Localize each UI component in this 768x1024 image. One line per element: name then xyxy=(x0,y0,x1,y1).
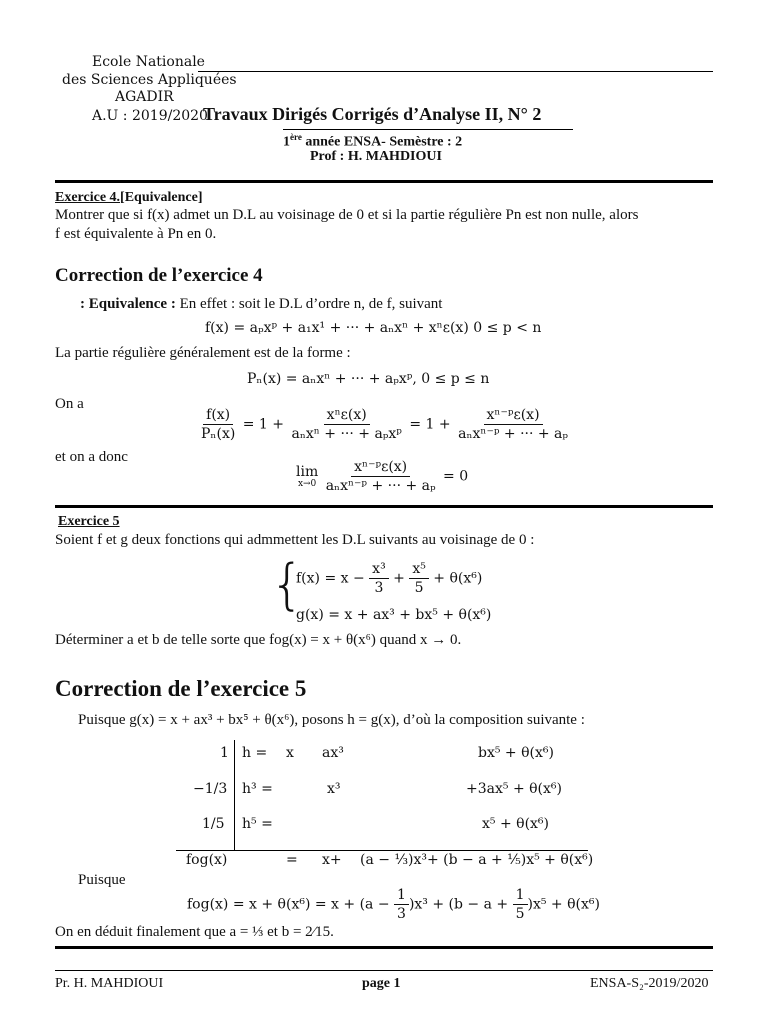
system-brace: { xyxy=(270,553,305,616)
section-rule-2 xyxy=(55,946,713,949)
footer-rule xyxy=(55,970,713,971)
document-title: Travaux Dirigés Corrigés d’Analyse II, N° 2 xyxy=(203,104,542,124)
correction-4-heading: Correction de l’exercice 4 xyxy=(55,265,263,286)
equation-limit: lim x→0 $\frac{\text{xⁿ⁻ᵖε(x)}}{\text{aₙxⁿ⁻ᵖ + ··· + aₚ}}$ = 0 xyxy=(296,459,469,494)
level-line: 1ère année ENSA- Semèstre : 2 xyxy=(283,132,463,150)
table-result-label: fog(x) xyxy=(186,852,228,868)
professor-line: Prof : H. MAHDIOUI xyxy=(310,149,442,164)
footer-author: Pr. H. MAHDIOUI xyxy=(55,976,164,991)
section-rule-1 xyxy=(55,505,713,508)
academic-year: A.U : 2019/2020 xyxy=(92,108,208,124)
table-row1-lhs: h = xyxy=(242,745,268,761)
correction-4-lead: : Equivalence : En effet : soit le D.L d’ordre n, de f, suivant xyxy=(80,296,443,312)
table-sum-rule xyxy=(176,850,588,851)
table-row3-coef: 1/5 xyxy=(202,816,225,832)
exercise-4-line2: f est équivalente à Pn en 0. xyxy=(55,226,217,242)
exercise-4-line1: Montrer que si f(x) admet un D.L au voisinage de 0 et si la partie régulière Pn est non nulle, alors xyxy=(55,207,639,223)
equation-dl: f(x) = aₚxᵖ + a₁x¹ + ··· + aₙxⁿ + xⁿε(x) 0 ≤ p < n xyxy=(205,320,542,336)
correction-4-text3: On a xyxy=(55,396,84,412)
school-name-line2: des Sciences Appliquées xyxy=(62,72,237,88)
table-row2-c3: +3ax⁵ + θ(x⁶) xyxy=(466,781,562,797)
title-underline xyxy=(283,129,573,130)
table-row1-c1: x xyxy=(286,745,294,761)
correction-5-conclusion: On en déduit finalement que a = ⅓ et b = 2⁄15. xyxy=(55,924,334,940)
system-f-equation: f(x) = x − $\frac{\text{x³}}{3}$ + $\frac{\text{x⁵}}{5}$ + θ(x⁶) xyxy=(296,561,483,596)
exercise-5-heading: Exercice 5 xyxy=(58,514,120,529)
table-row2-lhs: h³ = xyxy=(242,781,273,797)
table-result-eq: = xyxy=(286,852,298,868)
table-row1-c3: bx⁵ + θ(x⁶) xyxy=(478,745,554,761)
school-name-line1: Ecole Nationale xyxy=(92,54,205,70)
equation-final: fog(x) = x + θ(x⁶) = x + (a − $\frac{1}{3}$ )x³ + (b − a + $\frac{1}{5}$ )x⁵ + θ(x⁶) xyxy=(187,887,600,922)
table-row3-c3: x⁵ + θ(x⁶) xyxy=(482,816,549,832)
correction-4-text4: et on a donc xyxy=(55,449,128,465)
table-result-rest: (a − ⅓)x³+ (b − a + ⅕)x⁵ + θ(x⁶) xyxy=(360,852,594,868)
exercise-5-line2: Déterminer a et b de telle sorte que fog(x) = x + θ(x⁶) quand x → 0. xyxy=(55,632,462,648)
system-g-equation: g(x) = x + ax³ + bx⁵ + θ(x⁶) xyxy=(296,607,492,623)
table-result-x: x+ xyxy=(322,852,342,868)
table-row2-coef: −1/3 xyxy=(193,781,228,797)
table-row3-lhs: h⁵ = xyxy=(242,816,273,832)
header-rule-top xyxy=(198,71,713,72)
correction-5-puisque: Puisque xyxy=(78,872,126,888)
table-row1-coef: 1 xyxy=(220,745,229,761)
equation-regular-part: Pₙ(x) = aₙxⁿ + ··· + aₚxᵖ, 0 ≤ p ≤ n xyxy=(247,371,490,387)
school-name-line3: AGADIR xyxy=(115,89,174,105)
correction-5-intro: Puisque g(x) = x + ax³ + bx⁵ + θ(x⁶), posons h = g(x), d’où la composition suivante : xyxy=(78,712,585,728)
correction-4-text2: La partie régulière généralement est de la forme : xyxy=(55,345,351,361)
equation-ratio: $\frac{f(x)}{\text{Pₙ(x)}}$ = 1 + $\frac{\text{xⁿε(x)}}{\text{aₙxⁿ + ··· + aₚxᵖ}}$ = 1 + $\frac{\text{xⁿ⁻ᵖε(x)}}{\text{aₙxⁿ⁻ᵖ + ··· + aₚ}}$ xyxy=(201,407,568,442)
table-row2-c2: x³ xyxy=(327,781,341,797)
exercise-4-heading: Exercice 4.[Equivalence] xyxy=(55,190,203,205)
table-vertical-rule xyxy=(234,740,235,850)
correction-5-heading: Correction de l’exercice 5 xyxy=(55,676,307,701)
header-thick-rule xyxy=(55,180,713,183)
exercise-5-line1: Soient f et g deux fonctions qui admmettent les D.L suivants au voisinage de 0 : xyxy=(55,532,535,548)
table-row1-c2: ax³ xyxy=(322,745,344,761)
footer-course: ENSA-S₂-2019/2020 xyxy=(590,976,709,991)
footer-page-number: page 1 xyxy=(362,976,401,991)
